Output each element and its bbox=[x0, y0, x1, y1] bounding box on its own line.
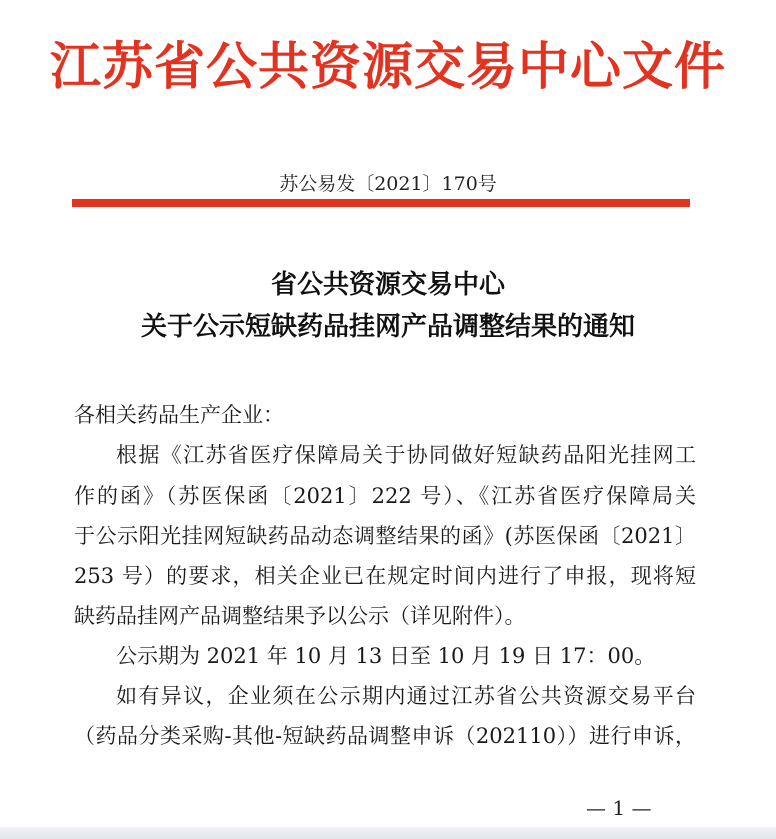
paragraph-3-line-2: （药品分类采购-其他-短缺药品调整申诉（202110））进行申诉， bbox=[74, 724, 696, 748]
paragraph-3-line-1: 如有异议，企业须在公示期内通过江苏省公共资源交易平台 bbox=[116, 684, 696, 708]
paragraph-1-line-4: 253 号）的要求，相关企业已在规定时间内进行了申报，现将短 bbox=[74, 564, 696, 588]
paragraph-2: 公示期为 2021 年 10 月 13 日至 10 月 19 日 17：00。 bbox=[116, 644, 656, 668]
page-bottom-edge bbox=[0, 827, 776, 839]
agency-header-title: 江苏省公共资源交易中心文件 bbox=[49, 38, 726, 97]
red-divider-line bbox=[72, 199, 690, 207]
notice-title-line-1: 省公共资源交易中心 bbox=[270, 270, 505, 300]
page-number: — 1 — bbox=[586, 796, 652, 820]
salutation: 各相关药品生产企业： bbox=[74, 403, 284, 427]
paragraph-1-line-3: 于公示阳光挂网短缺药品动态调整结果的函》(苏医保函〔2021〕 bbox=[74, 524, 696, 548]
document-number: 苏公易发〔2021〕170号 bbox=[279, 173, 497, 195]
notice-title-line-2: 关于公示短缺药品挂网产品调整结果的通知 bbox=[140, 312, 635, 342]
paragraph-1-line-1: 根据《江苏省医疗保障局关于协同做好短缺药品阳光挂网工 bbox=[116, 443, 696, 467]
paragraph-1-line-5: 缺药品挂网产品调整结果予以公示（详见附件）。 bbox=[74, 604, 526, 628]
paragraph-1-line-2: 作的函》（苏医保函〔2021〕222 号）、《江苏省医疗保障局关 bbox=[74, 484, 696, 508]
